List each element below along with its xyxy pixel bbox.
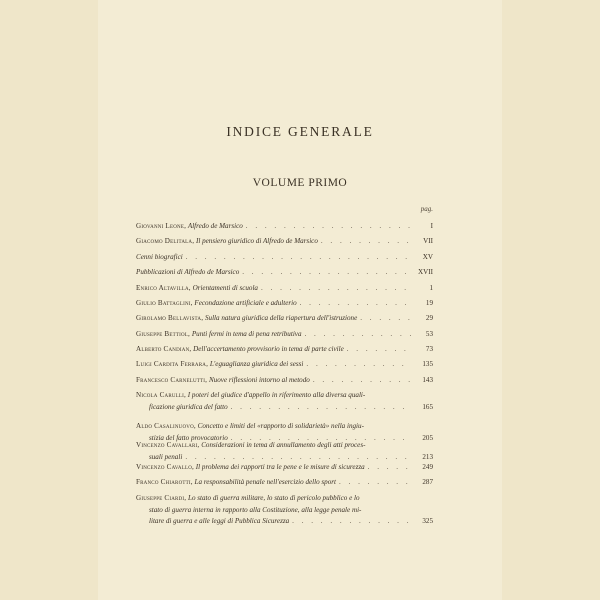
entry-author: Franco Chiarotti, xyxy=(136,478,193,486)
entry-author: Giuseppe Bettiol, xyxy=(136,330,191,338)
entry-title: Il pensiero giuridico di Alfredo de Marsico xyxy=(195,237,318,245)
entry-page-number: 205 xyxy=(422,433,433,442)
entry-author: Francesco Carnelutti, xyxy=(136,376,208,384)
entry-text xyxy=(136,267,239,279)
entry-author: Giulio Battaglini, xyxy=(136,299,193,307)
toc-entry-line xyxy=(136,493,433,505)
entry-text xyxy=(136,252,183,264)
toc-entry-line xyxy=(136,344,433,356)
toc-entry-line xyxy=(136,236,433,248)
toc-entry-line xyxy=(136,516,433,528)
toc-entry xyxy=(136,252,433,264)
entry-title: La responsabilità penale nell'esercizio dello sport xyxy=(194,478,336,486)
toc-entry xyxy=(136,440,433,463)
dot-leader xyxy=(183,252,411,264)
entry-page-number: 165 xyxy=(422,402,433,411)
toc-entry-line xyxy=(136,402,433,414)
toc-entry xyxy=(136,267,433,279)
entry-title: Fecondazione artificiale e adulterio xyxy=(194,299,297,307)
dot-leader xyxy=(228,402,411,414)
entry-title: Orientamenti di scuola xyxy=(192,284,258,292)
dot-leader xyxy=(303,359,411,371)
entry-title: Nuove riflessioni intorno al metodo xyxy=(208,376,310,384)
toc-entry xyxy=(136,313,433,325)
entry-author: Alberto Candian, xyxy=(136,345,192,353)
entry-author: Giuseppe Ciardi, xyxy=(136,494,187,502)
entry-title: I poteri del giudice d'appello in riferimento alla diversa quali- xyxy=(187,391,366,399)
entry-text xyxy=(136,390,365,402)
entry-page-number: 213 xyxy=(422,452,433,461)
entry-text xyxy=(136,344,344,356)
entry-title: suali penali xyxy=(149,452,183,461)
entry-text xyxy=(136,462,365,474)
entry-author: Luigi Cardita Ferrara, xyxy=(136,360,209,368)
dot-leader xyxy=(239,267,411,279)
toc-entry xyxy=(136,329,433,341)
toc-entry-line xyxy=(136,267,433,279)
entry-page-number: 143 xyxy=(422,376,433,384)
dot-leader xyxy=(318,236,411,248)
entry-text xyxy=(136,440,365,452)
toc-entry xyxy=(136,344,433,356)
toc-entry-line xyxy=(136,375,433,387)
dot-leader xyxy=(310,375,411,387)
toc-entry xyxy=(136,390,433,413)
toc-entry xyxy=(136,359,433,371)
dot-leader xyxy=(344,344,411,356)
dot-leader xyxy=(297,298,411,310)
entry-text xyxy=(149,505,361,517)
entry-title: Concetto e limiti del «rapporto di solidarietà» nella ingiu- xyxy=(197,422,364,430)
page-title: INDICE GENERALE xyxy=(226,124,374,139)
entry-page-number: 73 xyxy=(425,345,433,353)
toc-entry xyxy=(136,477,433,489)
toc-entry xyxy=(136,462,433,474)
entry-title: Alfredo de Marsico xyxy=(187,222,243,230)
entry-text xyxy=(136,298,297,310)
entry-author: Giovanni Leone, xyxy=(136,222,187,230)
toc-entry-line xyxy=(136,477,433,489)
entry-author: Girolamo Bellavista, xyxy=(136,314,204,322)
toc-entry-line xyxy=(136,221,433,233)
toc-entry-line xyxy=(136,462,433,474)
toc-entry-line xyxy=(136,505,433,517)
page-column-label: pag. xyxy=(420,205,433,213)
entry-title: L'eguaglianza giuridica dei sessi xyxy=(209,360,304,368)
entry-text xyxy=(136,236,318,248)
entry-text xyxy=(136,359,303,371)
entry-title: ficazione giuridica del fatto xyxy=(149,402,228,411)
entry-title: stato di guerra interna in rapporto alla Costituzione, alla legge penale mi- xyxy=(149,505,362,514)
dot-leader xyxy=(365,462,411,474)
entry-title: Il problema dei rapporti tra le pene e le misure di sicurezza xyxy=(195,463,365,471)
entry-title: Dell'accertamento provvisorio in tema di parte civile xyxy=(193,345,344,353)
entry-title: Considerazioni in tema di annullamento degli atti proces- xyxy=(201,441,366,449)
entry-page-number: 29 xyxy=(425,314,433,322)
toc-entry-line xyxy=(136,329,433,341)
toc-entry xyxy=(136,375,433,387)
entry-page-number: 287 xyxy=(422,478,433,486)
entry-title: stizia del fatto provocatorio xyxy=(149,433,228,442)
toc-entry xyxy=(136,298,433,310)
entry-text xyxy=(136,493,360,505)
dot-leader xyxy=(243,221,411,233)
entry-text xyxy=(136,313,357,325)
entry-text xyxy=(136,375,310,387)
entry-page-number: 135 xyxy=(422,360,433,368)
entry-text xyxy=(149,516,289,528)
entry-author: Aldo Casalinuovo, xyxy=(136,422,196,430)
entry-page-number: 19 xyxy=(425,299,433,307)
dot-leader xyxy=(357,313,411,325)
toc-entry-line xyxy=(136,359,433,371)
entry-page-number: 1 xyxy=(429,284,433,292)
entry-title: Punti fermi in tema di pena retributiva xyxy=(191,330,302,338)
entry-text xyxy=(136,421,364,433)
entry-title: Lo stato di guerra militare, lo stato di pericolo pubblico e lo xyxy=(188,494,360,502)
entry-text xyxy=(136,221,243,233)
toc-entry xyxy=(136,221,433,233)
entry-author: Nicola Carulli, xyxy=(136,391,187,399)
entry-page-number: 325 xyxy=(422,517,433,525)
volume-heading: VOLUME PRIMO xyxy=(252,177,348,189)
dot-leader xyxy=(289,516,411,528)
entry-page-number: 53 xyxy=(425,330,433,338)
entry-author: Vincenzo Cavallari, xyxy=(136,441,200,449)
toc-entry xyxy=(136,283,433,295)
toc-entry-line xyxy=(136,421,433,433)
entry-text xyxy=(136,283,258,295)
toc-entry-line xyxy=(136,283,433,295)
toc-entry-line xyxy=(136,440,433,452)
entry-title: Sulla natura giuridica della riapertura dell'istruzione xyxy=(204,314,358,322)
entry-text xyxy=(136,477,336,489)
dot-leader xyxy=(258,283,411,295)
toc-entry xyxy=(136,236,433,248)
entry-text xyxy=(149,402,228,414)
entry-page-number: XVII xyxy=(418,268,433,276)
toc-entry-line xyxy=(136,390,433,402)
entry-title: Pubblicazioni di Alfredo de Marsico xyxy=(136,268,240,276)
toc-entry-line xyxy=(136,252,433,264)
entry-page-number: 249 xyxy=(422,463,433,471)
entry-title: litare di guerra e alle leggi di Pubblica Sicurezza xyxy=(149,517,290,525)
toc-entry xyxy=(136,493,433,528)
toc-entry-line xyxy=(136,313,433,325)
entry-author: Enrico Altavilla, xyxy=(136,284,191,292)
entry-page-number: I xyxy=(430,222,433,230)
dot-leader xyxy=(336,477,411,489)
entry-page-number: VII xyxy=(423,237,433,245)
entry-author: Vincenzo Cavallo, xyxy=(136,463,195,471)
toc-entry-line xyxy=(136,298,433,310)
entry-page-number: XV xyxy=(422,253,433,261)
entry-text xyxy=(136,329,302,341)
dot-leader xyxy=(302,329,412,341)
entry-title: Cenni biografici xyxy=(136,253,183,261)
entry-author: Giacomo Delitala, xyxy=(136,237,195,245)
